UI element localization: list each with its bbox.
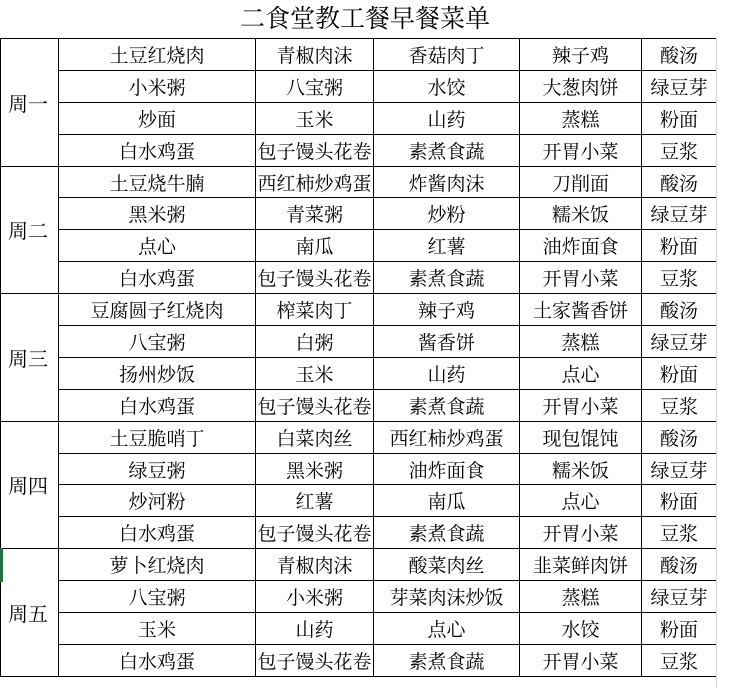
menu-cell[interactable]: 青椒肉沫: [256, 39, 374, 71]
menu-row: [1, 198, 717, 230]
menu-cell[interactable]: 水饺: [374, 70, 520, 102]
menu-cell[interactable]: 西红柿炒鸡蛋: [256, 166, 374, 198]
menu-row: [1, 581, 717, 613]
menu-cell[interactable]: 油炸面食: [374, 453, 520, 485]
menu-cell[interactable]: 现包馄饨: [520, 421, 642, 453]
menu-cell[interactable]: 芽菜肉沫炒饭: [374, 581, 520, 613]
sheet-gridline: [716, 38, 730, 688]
menu-cell[interactable]: 蒸糕: [520, 326, 642, 358]
menu-cell[interactable]: 开胃小菜: [520, 262, 642, 294]
menu-row: [1, 39, 717, 71]
menu-cell[interactable]: 南瓜: [256, 230, 374, 262]
menu-row: [1, 102, 717, 134]
menu-cell[interactable]: 绿豆芽: [642, 198, 717, 230]
menu-cell[interactable]: 点心: [520, 357, 642, 389]
menu-cell[interactable]: 青菜粥: [256, 198, 374, 230]
menu-cell[interactable]: 萝卜红烧肉: [59, 549, 256, 581]
menu-cell[interactable]: 土家酱香饼: [520, 294, 642, 326]
day-label[interactable]: 周五: [1, 549, 59, 677]
menu-cell[interactable]: 山药: [256, 613, 374, 645]
menu-cell[interactable]: 粉面: [642, 357, 717, 389]
menu-cell[interactable]: 炒粉: [374, 198, 520, 230]
menu-cell[interactable]: 白水鸡蛋: [59, 517, 256, 549]
menu-cell[interactable]: 包子馒头花卷: [256, 389, 374, 421]
menu-cell[interactable]: 白水鸡蛋: [59, 389, 256, 421]
menu-cell[interactable]: 开胃小菜: [520, 644, 642, 676]
menu-cell[interactable]: 土豆烧牛腩: [59, 166, 256, 198]
menu-row: [1, 517, 717, 549]
menu-cell[interactable]: 白水鸡蛋: [59, 644, 256, 676]
menu-cell[interactable]: 辣子鸡: [520, 39, 642, 71]
day-label[interactable]: 周一: [1, 39, 59, 167]
menu-row: [1, 230, 717, 262]
menu-cell[interactable]: 豆腐圆子红烧肉: [59, 294, 256, 326]
menu-cell[interactable]: 开胃小菜: [520, 517, 642, 549]
menu-cell[interactable]: 点心: [374, 613, 520, 645]
menu-cell[interactable]: 香菇肉丁: [374, 39, 520, 71]
menu-cell[interactable]: 土豆脆哨丁: [59, 421, 256, 453]
menu-cell[interactable]: 炒河粉: [59, 485, 256, 517]
menu-cell[interactable]: 辣子鸡: [374, 294, 520, 326]
menu-cell[interactable]: 豆浆: [642, 262, 717, 294]
menu-cell[interactable]: 绿豆芽: [642, 581, 717, 613]
menu-cell[interactable]: 韭菜鲜肉饼: [520, 549, 642, 581]
menu-cell[interactable]: 酸汤: [642, 294, 717, 326]
menu-row: [1, 644, 717, 676]
menu-cell[interactable]: 黑米粥: [256, 453, 374, 485]
menu-cell[interactable]: 素煮食蔬: [374, 517, 520, 549]
menu-cell[interactable]: 小米粥: [59, 70, 256, 102]
menu-cell[interactable]: 八宝粥: [59, 581, 256, 613]
menu-cell[interactable]: 点心: [520, 485, 642, 517]
menu-row: [1, 134, 717, 166]
menu-cell[interactable]: 油炸面食: [520, 230, 642, 262]
menu-cell[interactable]: 粉面: [642, 230, 717, 262]
menu-cell[interactable]: 青椒肉沫: [256, 549, 374, 581]
menu-row: [1, 166, 717, 198]
menu-cell[interactable]: 西红柿炒鸡蛋: [374, 421, 520, 453]
menu-cell[interactable]: 水饺: [520, 613, 642, 645]
menu-cell[interactable]: 素煮食蔬: [374, 134, 520, 166]
menu-row: [1, 357, 717, 389]
menu-cell[interactable]: 绿豆芽: [642, 70, 717, 102]
menu-cell[interactable]: 白粥: [256, 326, 374, 358]
menu-cell[interactable]: 八宝粥: [59, 326, 256, 358]
row-selection-marker: [0, 548, 3, 582]
menu-cell[interactable]: 开胃小菜: [520, 389, 642, 421]
menu-cell[interactable]: 豆浆: [642, 644, 717, 676]
menu-row: [1, 326, 717, 358]
menu-row: [1, 549, 717, 581]
menu-cell[interactable]: 玉米: [256, 102, 374, 134]
menu-cell[interactable]: 黑米粥: [59, 198, 256, 230]
menu-cell[interactable]: 豆浆: [642, 134, 717, 166]
menu-cell[interactable]: 土豆红烧肉: [59, 39, 256, 71]
menu-cell[interactable]: 扬州炒饭: [59, 357, 256, 389]
menu-row: [1, 70, 717, 102]
menu-cell[interactable]: 糯米饭: [520, 453, 642, 485]
menu-cell[interactable]: 包子馒头花卷: [256, 517, 374, 549]
menu-cell[interactable]: 炒面: [59, 102, 256, 134]
menu-cell[interactable]: 豆浆: [642, 389, 717, 421]
day-label[interactable]: 周三: [1, 294, 59, 422]
menu-cell[interactable]: 绿豆芽: [642, 326, 717, 358]
menu-title: 二食堂教工餐早餐菜单: [239, 4, 490, 33]
menu-cell[interactable]: 包子馒头花卷: [256, 644, 374, 676]
menu-cell[interactable]: 白菜肉丝: [256, 421, 374, 453]
menu-row: [1, 294, 717, 326]
menu-cell[interactable]: 素煮食蔬: [374, 262, 520, 294]
menu-row: [1, 262, 717, 294]
menu-cell[interactable]: 红薯: [374, 230, 520, 262]
menu-cell[interactable]: 白水鸡蛋: [59, 134, 256, 166]
menu-cell[interactable]: 酸汤: [642, 549, 717, 581]
menu-cell[interactable]: 素煮食蔬: [374, 644, 520, 676]
menu-cell[interactable]: 大葱肉饼: [520, 70, 642, 102]
menu-cell[interactable]: 蒸糕: [520, 102, 642, 134]
menu-cell[interactable]: 玉米: [256, 357, 374, 389]
menu-row: [1, 421, 717, 453]
menu-cell[interactable]: 绿豆粥: [59, 453, 256, 485]
menu-cell[interactable]: 酸菜肉丝: [374, 549, 520, 581]
menu-row: [1, 389, 717, 421]
menu-cell[interactable]: 绿豆芽: [642, 453, 717, 485]
menu-cell[interactable]: 包子馒头花卷: [256, 262, 374, 294]
menu-cell[interactable]: 酸汤: [642, 166, 717, 198]
menu-cell[interactable]: 点心: [59, 230, 256, 262]
menu-cell[interactable]: 素煮食蔬: [374, 389, 520, 421]
menu-cell[interactable]: 八宝粥: [256, 70, 374, 102]
menu-cell[interactable]: 玉米: [59, 613, 256, 645]
menu-cell[interactable]: 粉面: [642, 102, 717, 134]
menu-cell[interactable]: 山药: [374, 102, 520, 134]
menu-cell[interactable]: 白水鸡蛋: [59, 262, 256, 294]
menu-row: [1, 613, 717, 645]
menu-cell[interactable]: 粉面: [642, 485, 717, 517]
menu-cell[interactable]: 酱香饼: [374, 326, 520, 358]
menu-cell[interactable]: 刀削面: [520, 166, 642, 198]
menu-cell[interactable]: 糯米饭: [520, 198, 642, 230]
breakfast-menu-table: [0, 38, 717, 677]
menu-cell[interactable]: 山药: [374, 357, 520, 389]
menu-cell[interactable]: 粉面: [642, 613, 717, 645]
day-label[interactable]: 周二: [1, 166, 59, 294]
menu-cell[interactable]: 炸酱肉沫: [374, 166, 520, 198]
menu-cell[interactable]: 红薯: [256, 485, 374, 517]
menu-cell[interactable]: 小米粥: [256, 581, 374, 613]
menu-cell[interactable]: 蒸糕: [520, 581, 642, 613]
menu-cell[interactable]: 包子馒头花卷: [256, 134, 374, 166]
menu-cell[interactable]: 榨菜肉丁: [256, 294, 374, 326]
menu-cell[interactable]: 开胃小菜: [520, 134, 642, 166]
menu-row: [1, 453, 717, 485]
menu-cell[interactable]: 豆浆: [642, 517, 717, 549]
menu-cell[interactable]: 南瓜: [374, 485, 520, 517]
menu-cell[interactable]: 酸汤: [642, 39, 717, 71]
menu-cell[interactable]: 酸汤: [642, 421, 717, 453]
day-label[interactable]: 周四: [1, 421, 59, 549]
menu-row: [1, 485, 717, 517]
